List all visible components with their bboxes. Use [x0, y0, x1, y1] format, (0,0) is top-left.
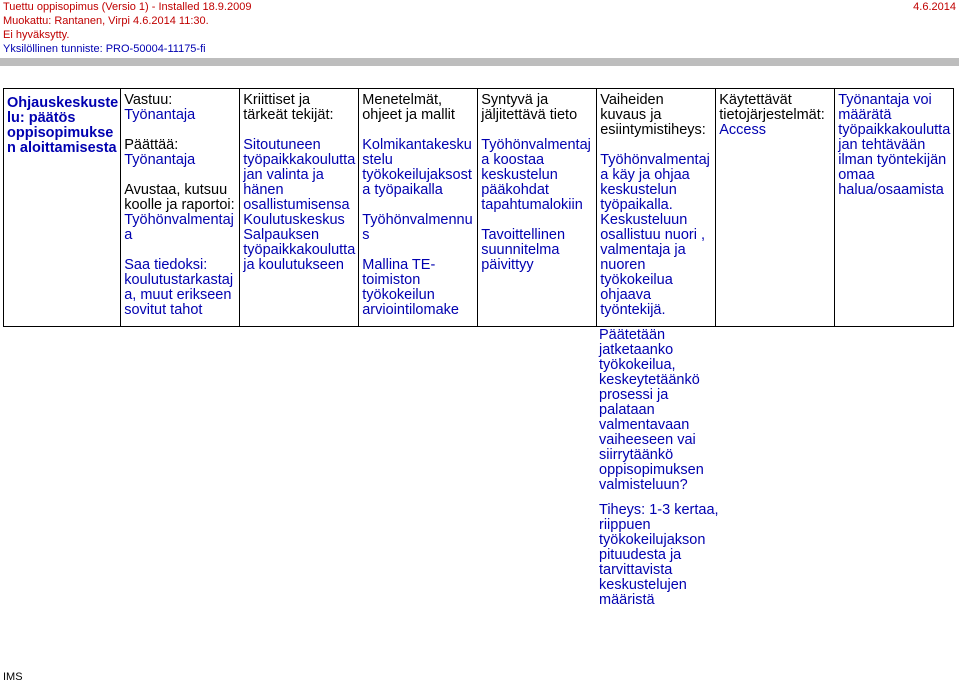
- assists-label: Avustaa, kutsuu koolle ja raportoi:: [124, 182, 235, 213]
- footer-ims: IMS: [3, 671, 23, 683]
- methods-cell: [359, 89, 478, 327]
- systems-value: Access: [719, 122, 766, 138]
- header-modified: Muokattu: Rantanen, Virpi 4.6.2014 11:30.: [3, 15, 209, 27]
- responsibility-value: Työnantaja: [124, 107, 196, 123]
- information-item-1: Työhönvalmentaj a koostaa keskustelun pääkohdat tapahtumalokiin: [481, 137, 591, 213]
- phases-heading: Vaiheiden kuvaus ja esiintymistiheys:: [600, 92, 706, 138]
- phases-frequency-text: Tiheys: 1-3 kertaa, riippuen työkokeilujakson pituudesta ja tarvittavista keskustelujen määristä: [599, 502, 719, 608]
- responsibility-label: Vastuu:: [124, 92, 173, 108]
- header-divider-bar: [0, 58, 959, 66]
- responsibility-cell: [121, 89, 240, 327]
- table-row: [4, 89, 954, 327]
- notes-text: Työnantaja voi määrätä työpaikkakoulutta jan tehtävään ilman työntekijän omaa halua/osaamista: [838, 92, 951, 198]
- header-date: 4.6.2014: [913, 1, 956, 13]
- critical-factors-heading: Kriittiset ja tärkeät tekijät:: [243, 92, 334, 123]
- phases-description: Työhönvalmentaj a käy ja ohjaa keskustelun työpaikalla. Keskusteluun osallistuu nuori , valmentaja ja nuoren työkokeilua ohjaava työntekijä.: [600, 152, 710, 318]
- decides-label: Päättää:: [124, 137, 179, 153]
- methods-item-1: Kolmikantakesku stelu työkokeilujaksost a työpaikalla: [362, 137, 472, 198]
- information-item-2: Tavoittellinen suunnitelma päivittyy: [481, 227, 566, 273]
- decides-value: Työnantaja: [124, 152, 196, 168]
- informed-parties: Saa tiedoksi: koulutustarkastaj a, muut erikseen sovitut tahot: [124, 257, 234, 318]
- systems-cell: [716, 89, 835, 327]
- systems-heading: Käytettävät tietojärjestelmät:: [719, 92, 825, 123]
- critical-factors-cell: [240, 89, 359, 327]
- process-table: [3, 88, 954, 327]
- methods-item-3: Mallina TE-toimiston työkokeilun arviointilomake: [362, 257, 459, 318]
- notes-cell: [835, 89, 954, 327]
- assists-value: Työhönvalmentaj a: [124, 212, 234, 243]
- process-step-title: Ohjauskeskuste lu: päätös oppisopimukse n aloittamisesta: [4, 89, 121, 327]
- methods-heading: Menetelmät, ohjeet ja mallit: [362, 92, 455, 123]
- information-cell: [478, 89, 597, 327]
- phases-decision-text: Päätetään jatketaanko työkokeilua, keskeytetäänkö prosessi ja palataan valmentavaan vaiheeseen vai siirrytäänkö oppisopimuksen valmisteluun?: [599, 327, 704, 493]
- phases-cell: [597, 89, 716, 327]
- header-identifier: Yksilöllinen tunniste: PRO-50004-11175-fi: [3, 43, 206, 55]
- critical-factors-text: Sitoutuneen työpaikkakoulutta jan valinta ja hänen osallistumisensa Koulutuskeskus Salpauksen työpaikkakoulutta ja koulutukseen: [243, 137, 356, 273]
- information-heading: Syntyvä ja jäljitettävä tieto: [481, 92, 578, 123]
- header-status: Ei hyväksytty.: [3, 29, 70, 41]
- methods-item-2: Työhönvalmennu s: [362, 212, 473, 243]
- header-version: Tuettu oppisopimus (Versio 1) - Installed 18.9.2009: [3, 1, 252, 13]
